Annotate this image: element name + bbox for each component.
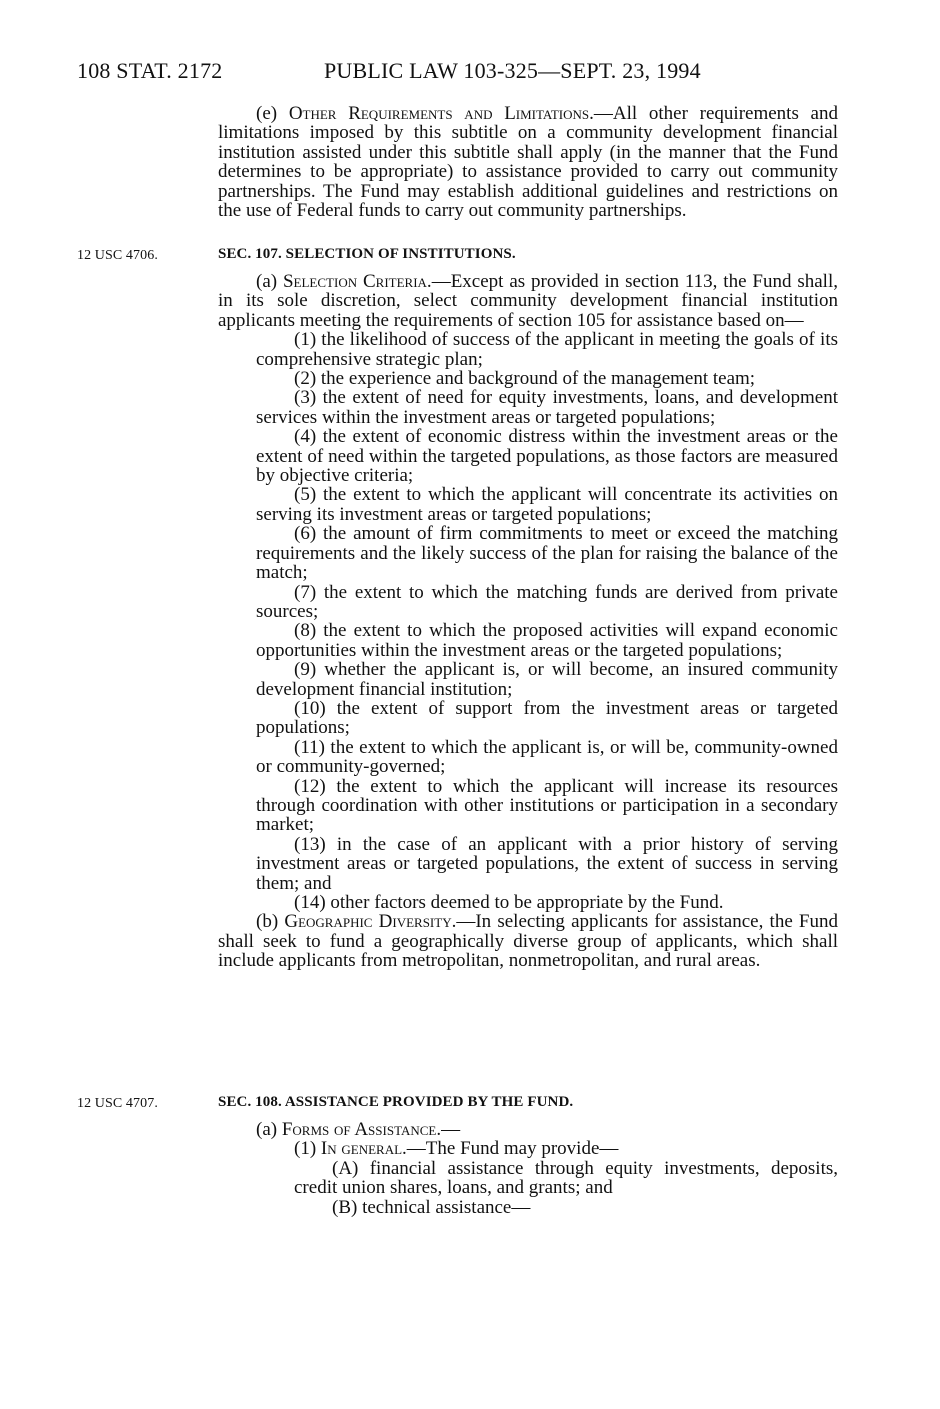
criterion-11: (11) the extent to which the applicant is, or will be, community-owned or community-governed; — [256, 736, 838, 778]
criterion-7: (7) the extent to which the matching funds are derived from private sources; — [256, 581, 838, 622]
paragraph-e-text — [218, 104, 838, 220]
paragraph-108a1 — [256, 1139, 838, 1158]
criterion-9: (9) whether the applicant is, or will become, an insured community development financial institution; — [256, 659, 838, 700]
section-108-heading: SEC. 108. ASSISTANCE PROVIDED BY THE FUND. — [218, 1094, 574, 1110]
subsection-107b-label: (b) — [256, 911, 285, 933]
subsection-107a-label: (a) — [256, 271, 283, 292]
section-108 — [218, 1094, 838, 1217]
criterion-4: (4) the extent of economic distress within the investment areas or the extent of need within the targeted populations, as those factors are measured by objective criteria; — [256, 426, 838, 487]
paragraph-108a1-body: —The Fund may provide— — [406, 1138, 619, 1160]
paragraph-108a1-label: (1) — [294, 1138, 321, 1160]
subparagraph-B: (B) technical assistance— — [332, 1196, 531, 1218]
margin-note-sec107: 12 USC 4706. — [77, 248, 158, 263]
criterion-10: (10) the extent of support from the investment areas or targeted populations; — [256, 697, 838, 739]
subsection-107a-body: —Except as provided in section 113, the Fund shall, in its sole discretion, select community development financial institution applicants meeting the requirements of section 105 for assistance based on— — [218, 271, 838, 331]
criterion-6: (6) the amount of firm commitments to meet or exceed the matching requirements and the likely success of the plan for raising the balance of the match; — [256, 523, 838, 584]
paragraph-e-body: —All other requirements and limitations imposed by this subtitle on a community development financial institution assisted under this subtitle shall apply (in the manner that the Fund determines to be appropriate) to assistance provided to carry out community partnerships. The Fund may establish additional guidelines and restrictions on the use of Federal funds to carry out community partnerships. — [218, 103, 838, 222]
subsection-107b — [218, 912, 838, 970]
subsection-107b-body: —In selecting applicants for assistance, the Fund shall seek to fund a geographically diverse group of applicants, which shall include applicants from metropolitan, nonmetropolitan, and rural areas. — [218, 911, 838, 972]
section-107-heading: SEC. 107. SELECTION OF INSTITUTIONS. — [218, 246, 516, 262]
section-107 — [218, 246, 838, 971]
subsection-108a-label: (a) — [256, 1119, 282, 1140]
public-law-header: PUBLIC LAW 103-325—SEPT. 23, 1994 — [324, 58, 701, 83]
criterion-1: (1) the likelihood of success of the applicant in meeting the goals of its comprehensive strategic plan; — [256, 329, 838, 370]
subsection-107a-heading: Selection Criteria. — [282, 271, 432, 292]
criterion-13: (13) in the case of an applicant with a prior history of serving investment areas or targeted populations, the extent of success in serving them; and — [256, 833, 838, 894]
paragraph-e-label: (e) — [256, 103, 289, 124]
subsection-108a-heading: Forms of Assistance. — [281, 1119, 442, 1140]
subsection-108a-dash: — — [441, 1119, 461, 1140]
criterion-3: (3) the extent of need for equity investments, loans, and development services within the investment areas or targeted populations; — [256, 387, 838, 428]
criterion-5: (5) the extent to which the applicant will concentrate its activities on serving its investment areas or targeted populations; — [256, 484, 838, 525]
paragraph-e-heading: Other Requirements and Limitations. — [288, 103, 594, 124]
paragraph-e — [218, 104, 838, 220]
subparagraph-A: (A) financial assistance through equity investments, deposits, credit union shares, loans, and grants; and — [294, 1157, 838, 1199]
margin-note-sec108: 12 USC 4707. — [77, 1096, 158, 1111]
stat-citation: 108 STAT. 2172 — [77, 58, 223, 83]
criterion-14: (14) other factors deemed to be appropriate by the Fund. — [294, 892, 724, 913]
criterion-8: (8) the extent to which the proposed activities will expand economic opportunities within the investment areas or the targeted populations; — [256, 620, 838, 661]
subsection-108a — [218, 1120, 838, 1139]
paragraph-108a1-heading: In general. — [320, 1138, 407, 1160]
criterion-2: (2) the experience and background of the management team; — [294, 368, 756, 390]
subsection-107b-heading: Geographic Diversity. — [284, 911, 457, 933]
criterion-12: (12) the extent to which the applicant will increase its resources through coordination with other institutions or participation in a secondary market; — [256, 775, 838, 836]
subsection-107a — [218, 272, 838, 330]
